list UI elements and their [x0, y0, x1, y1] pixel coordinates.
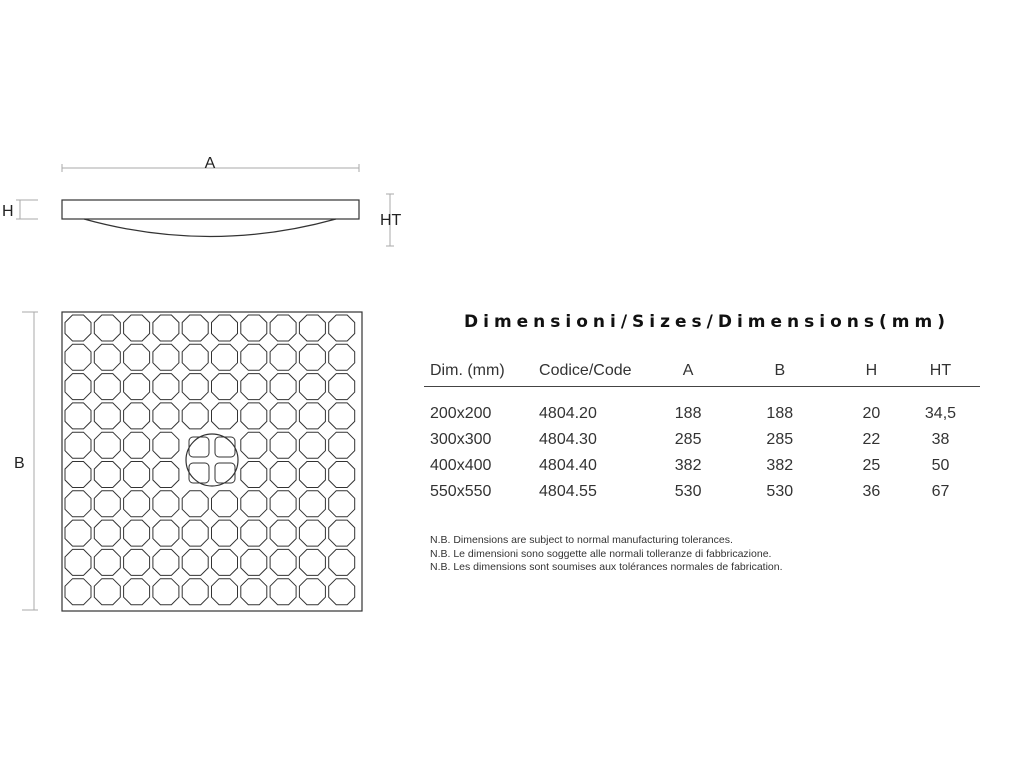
col-b: B [718, 356, 842, 387]
cell-dim: 400x400 [430, 457, 492, 474]
cell-code: 4804.55 [539, 483, 597, 500]
cell-h: 22 [862, 431, 881, 448]
label-h: H [2, 203, 14, 220]
table-row [424, 479, 980, 505]
cell-b: 382 [766, 457, 794, 474]
cell-ht: 34,5 [924, 405, 957, 422]
cell-dim: 300x300 [430, 431, 492, 448]
side-view [2, 155, 402, 246]
cell-a: 285 [674, 431, 702, 448]
table-row [424, 387, 980, 428]
note-english: N.B. Dimensions are subject to normal manufacturing tolerances. [430, 534, 733, 546]
drain-cover [186, 434, 238, 486]
col-a: A [658, 356, 717, 387]
tolerance-notes [430, 534, 783, 575]
note-italian: N.B. Le dimensioni sono soggette alle normali tolleranze di fabbricazione. [430, 547, 772, 560]
cell-dim: 200x200 [430, 405, 492, 422]
plate-side-dome [84, 219, 336, 237]
top-view [14, 312, 362, 611]
cell-ht: 50 [931, 457, 950, 474]
cell-h: 20 [862, 405, 881, 422]
col-ht: HT [901, 356, 980, 387]
label-b: B [14, 455, 25, 472]
cell-h: 36 [862, 483, 881, 500]
cell-ht: 67 [931, 483, 950, 500]
cell-code: 4804.30 [539, 431, 597, 448]
spec-title: Dimensioni/Sizes/Dimensions(mm) [464, 312, 950, 332]
col-h: H [842, 356, 901, 387]
cell-code: 4804.20 [539, 405, 597, 422]
cell-dim: 550x550 [430, 483, 492, 500]
plate-side-body [62, 200, 359, 219]
cell-code: 4804.40 [539, 457, 597, 474]
spec-table [424, 356, 980, 505]
note-french: N.B. Les dimensions sont soumises aux tolérances normales de fabrication. [430, 561, 783, 573]
label-ht: HT [380, 212, 402, 229]
cell-b: 285 [766, 431, 794, 448]
cell-h: 25 [862, 457, 881, 474]
dimension-h [16, 200, 38, 219]
cell-ht: 38 [931, 431, 950, 448]
cell-a: 382 [674, 457, 702, 474]
table-row [424, 453, 980, 479]
label-a: A [204, 155, 216, 172]
cell-b: 188 [766, 405, 794, 422]
col-code: Codice/Code [539, 356, 658, 387]
cell-b: 530 [766, 483, 794, 500]
cell-a: 530 [674, 483, 702, 500]
cell-a: 188 [674, 405, 702, 422]
table-row [424, 427, 980, 453]
spec-table-header [424, 356, 980, 387]
col-dim: Dim. (mm) [424, 356, 539, 387]
